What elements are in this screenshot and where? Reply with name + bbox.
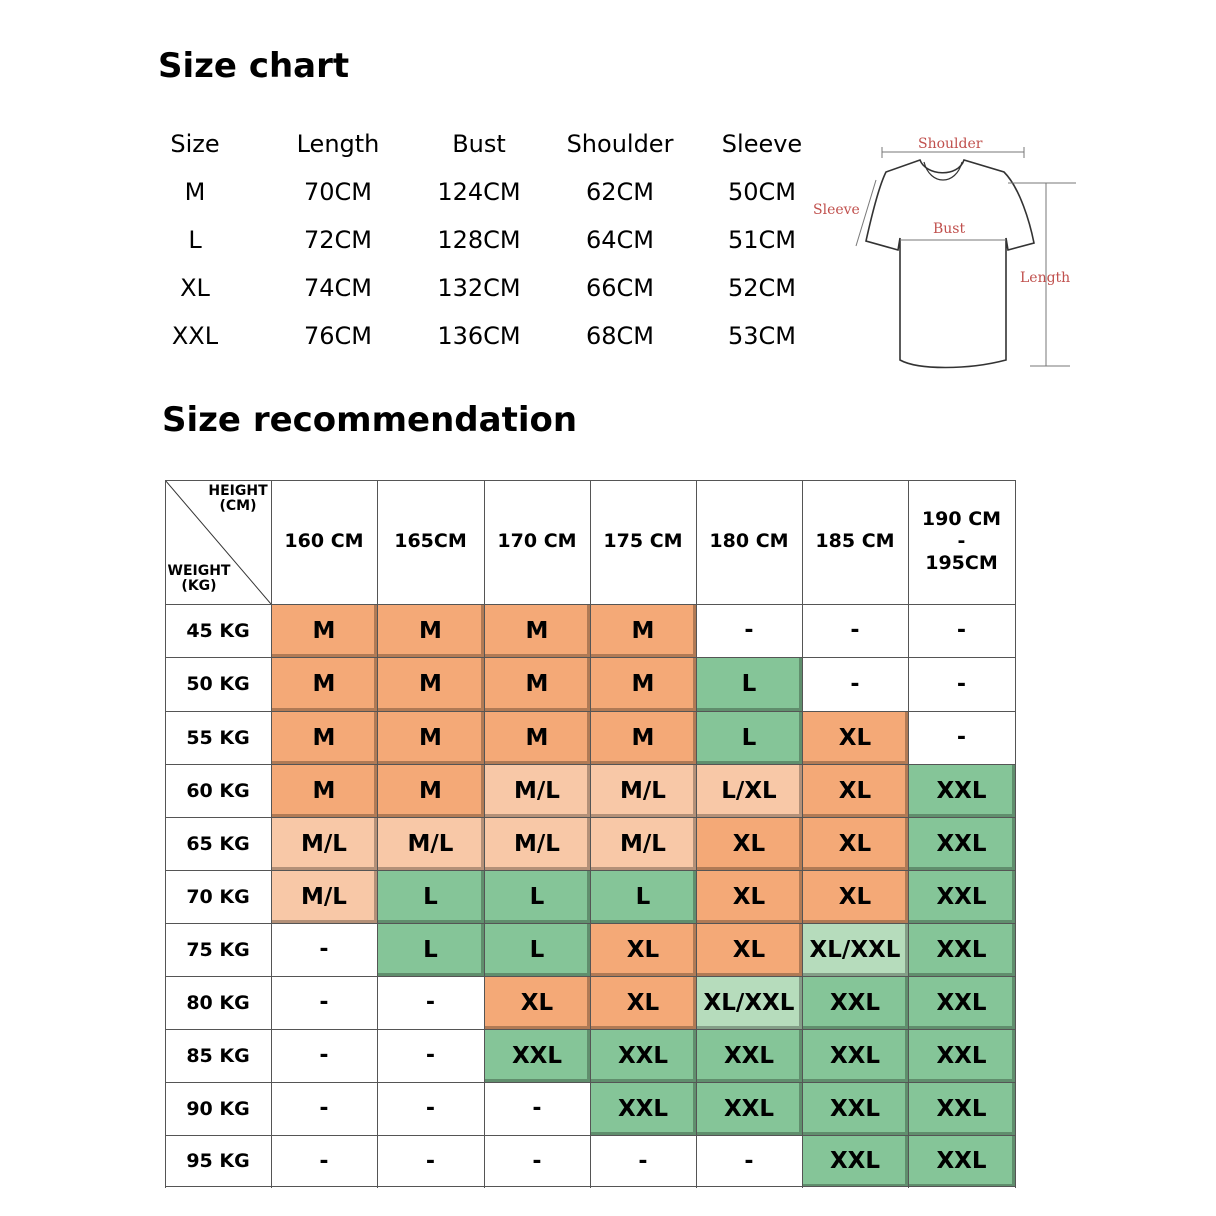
recommendation-cell: XXL	[908, 1029, 1015, 1082]
recommendation-cell: XXL	[802, 1135, 908, 1187]
recommendation-cell: -	[271, 1029, 377, 1082]
recommendation-cell: -	[696, 604, 802, 657]
recommendation-cell: XL	[590, 976, 696, 1029]
weight-label: 60 KG	[186, 779, 250, 802]
size-chart-cell: 53CM	[727, 322, 796, 350]
height-header: 185 CM	[815, 530, 895, 553]
recommendation-cell: XXL	[696, 1029, 802, 1082]
length-label: Length	[1020, 270, 1071, 286]
recommendation-cell: XL/XXL	[802, 923, 908, 976]
recommendation-cell: M	[271, 711, 377, 764]
height-header: 170 CM	[497, 530, 577, 553]
size-chart-cell: 50CM	[727, 178, 796, 206]
size-chart-cell: 128CM	[437, 226, 521, 254]
recommendation-cell: M	[377, 604, 484, 657]
recommendation-cell: M	[377, 711, 484, 764]
recommendation-cell: XXL	[908, 817, 1015, 870]
recommendation-cell: M	[590, 604, 696, 657]
size-chart-cell: 52CM	[727, 274, 796, 302]
recommendation-cell: XL	[802, 870, 908, 923]
recommendation-cell: XXL	[802, 1082, 908, 1135]
recommendation-cell: L	[696, 711, 802, 764]
recommendation-cell: XL	[696, 923, 802, 976]
recommendation-cell: XXL	[590, 1029, 696, 1082]
recommendation-cell: M/L	[271, 817, 377, 870]
recommendation-cell: L	[484, 870, 590, 923]
size-chart-cell: 76CM	[303, 322, 372, 350]
weight-label: 65 KG	[186, 832, 250, 855]
weight-label: 75 KG	[186, 938, 250, 961]
tshirt-collar	[924, 162, 962, 180]
height-header: 165CM	[394, 530, 467, 553]
recommendation-cell: XXL	[484, 1029, 590, 1082]
recommendation-cell: M	[590, 711, 696, 764]
recommendation-cell: XXL	[908, 976, 1015, 1029]
recommendation-cell: L	[484, 923, 590, 976]
size-recommendation-table	[165, 480, 1016, 1188]
size-chart-cell: L	[188, 226, 202, 254]
grid-line	[484, 480, 485, 1188]
recommendation-cell: M	[271, 604, 377, 657]
tshirt-measurement-diagram	[808, 128, 1088, 378]
size-chart-cell: 72CM	[303, 226, 372, 254]
size-chart-cell: 64CM	[585, 226, 654, 254]
corner-cell	[165, 480, 271, 604]
recommendation-cell: -	[590, 1135, 696, 1187]
bust-label: Bust	[933, 221, 966, 237]
size-chart-cell: 70CM	[303, 178, 372, 206]
size-chart-cell: 62CM	[585, 178, 654, 206]
weight-label: 90 KG	[186, 1097, 250, 1120]
recommendation-cell: XL	[696, 817, 802, 870]
recommendation-cell: M/L	[484, 764, 590, 817]
grid-line	[1015, 480, 1016, 1188]
size-chart-header: Sleeve	[721, 130, 803, 158]
recommendation-cell: -	[696, 1135, 802, 1187]
recommendation-cell: -	[484, 1082, 590, 1135]
recommendation-cell: -	[484, 1135, 590, 1187]
recommendation-cell: M	[271, 764, 377, 817]
recommendation-cell: XL	[590, 923, 696, 976]
recommendation-cell: M	[484, 604, 590, 657]
recommendation-cell: XL	[696, 870, 802, 923]
size-chart-cell: XL	[180, 274, 210, 302]
grid-line	[696, 480, 697, 1188]
recommendation-cell: M	[590, 657, 696, 711]
recommendation-cell: XXL	[696, 1082, 802, 1135]
recommendation-cell: -	[377, 976, 484, 1029]
size-chart-cell: 74CM	[303, 274, 372, 302]
recommendation-cell: -	[802, 657, 908, 711]
recommendation-cell: M/L	[271, 870, 377, 923]
recommendation-cell: XXL	[802, 1029, 908, 1082]
recommendation-cell: L	[377, 870, 484, 923]
corner-weight-label: WEIGHT (KG)	[167, 563, 231, 594]
grid-line	[165, 480, 166, 1188]
recommendation-cell: -	[908, 604, 1015, 657]
sleeve-label: Sleeve	[813, 202, 860, 218]
recommendation-cell: XXL	[908, 1135, 1015, 1187]
grid-line	[802, 480, 803, 1188]
size-chart-cell: 124CM	[437, 178, 521, 206]
tshirt-outline	[866, 160, 1034, 368]
corner-height-label: HEIGHT (CM)	[208, 483, 268, 514]
size-chart-header: Shoulder	[566, 130, 674, 158]
recommendation-cell: -	[271, 976, 377, 1029]
recommendation-cell: M	[377, 764, 484, 817]
size-chart-cell: XXL	[171, 322, 219, 350]
recommendation-cell: -	[908, 711, 1015, 764]
recommendation-cell: L	[696, 657, 802, 711]
height-header: 180 CM	[709, 530, 789, 553]
weight-label: 95 KG	[186, 1150, 250, 1172]
size-chart-header: Length	[296, 130, 380, 158]
recommendation-cell: -	[377, 1082, 484, 1135]
height-header: 160 CM	[284, 530, 364, 553]
weight-label: 45 KG	[186, 619, 250, 642]
weight-label: 70 KG	[186, 885, 250, 908]
recommendation-cell: M/L	[377, 817, 484, 870]
recommendation-cell: XL	[802, 817, 908, 870]
recommendation-cell: XXL	[908, 870, 1015, 923]
recommendation-cell: M	[377, 657, 484, 711]
recommendation-cell: XL	[802, 764, 908, 817]
recommendation-cell: -	[377, 1029, 484, 1082]
recommendation-cell: L/XL	[696, 764, 802, 817]
recommendation-cell: XXL	[908, 923, 1015, 976]
recommendation-cell: L	[377, 923, 484, 976]
recommendation-cell: XL/XXL	[696, 976, 802, 1029]
recommendation-cell: XL	[802, 711, 908, 764]
recommendation-cell: M	[484, 657, 590, 711]
size-chart-cell: 132CM	[437, 274, 521, 302]
weight-label: 50 KG	[186, 673, 250, 695]
recommendation-cell: M/L	[590, 764, 696, 817]
size-chart-heading: Size chart	[158, 46, 350, 86]
size-chart-cell: 51CM	[727, 226, 796, 254]
weight-label: 80 KG	[186, 991, 250, 1014]
recommendation-cell: -	[908, 657, 1015, 711]
shoulder-label: Shoulder	[918, 136, 983, 152]
recommendation-cell: -	[271, 1082, 377, 1135]
recommendation-cell: M	[271, 657, 377, 711]
height-header: 175 CM	[603, 530, 683, 553]
recommendation-cell: XL	[484, 976, 590, 1029]
recommendation-cell: XXL	[590, 1082, 696, 1135]
size-chart-header: Size	[170, 130, 220, 158]
size-chart-header: Bust	[452, 130, 506, 158]
size-chart-cell: 136CM	[437, 322, 521, 350]
grid-line	[590, 480, 591, 1188]
weight-label: 55 KG	[186, 726, 250, 749]
recommendation-cell: -	[377, 1135, 484, 1187]
size-chart-cell: 66CM	[585, 274, 654, 302]
height-header: 190 CM - 195CM	[921, 508, 1002, 574]
size-chart-cell: M	[184, 178, 206, 206]
recommendation-cell: -	[802, 604, 908, 657]
recommendation-cell: XXL	[908, 764, 1015, 817]
recommendation-cell: XXL	[908, 1082, 1015, 1135]
size-chart-cell: 68CM	[585, 322, 654, 350]
recommendation-cell: M	[484, 711, 590, 764]
size-recommendation-heading: Size recommendation	[162, 400, 578, 440]
grid-line	[271, 480, 272, 1188]
recommendation-cell: -	[271, 1135, 377, 1187]
recommendation-cell: L	[590, 870, 696, 923]
recommendation-cell: M/L	[590, 817, 696, 870]
grid-line	[908, 480, 909, 1188]
grid-line	[377, 480, 378, 1188]
weight-label: 85 KG	[186, 1044, 250, 1067]
recommendation-cell: -	[271, 923, 377, 976]
recommendation-cell: XXL	[802, 976, 908, 1029]
recommendation-cell: M/L	[484, 817, 590, 870]
